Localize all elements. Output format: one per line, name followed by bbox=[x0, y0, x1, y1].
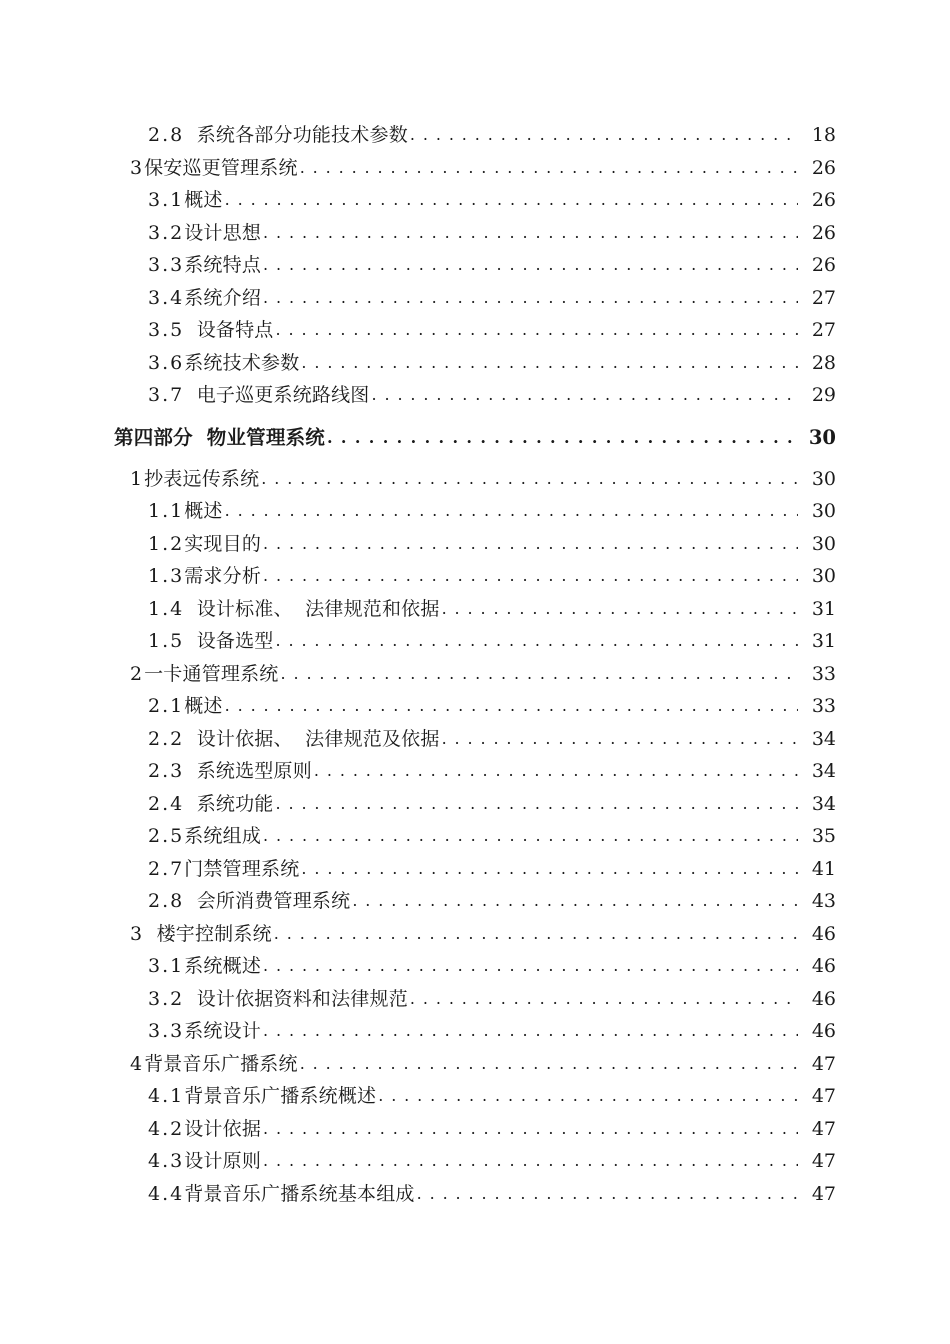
toc-entry-text: 概述 bbox=[184, 189, 223, 211]
toc-entry-text: 设计原则 bbox=[184, 1150, 262, 1172]
toc-entry-number: 2.7 bbox=[148, 857, 185, 880]
toc-page-number: 34 bbox=[811, 792, 836, 815]
toc-entry[interactable] bbox=[0, 379, 950, 412]
toc-entry-title bbox=[148, 1080, 376, 1113]
toc-page-number: 26 bbox=[811, 189, 836, 211]
toc-page-number: 47 bbox=[811, 1182, 836, 1205]
toc-dot-leader bbox=[263, 1015, 798, 1048]
toc-entry[interactable] bbox=[0, 1080, 950, 1113]
toc-page-number: 35 bbox=[811, 825, 836, 847]
toc-page-number: 47 bbox=[811, 1052, 836, 1075]
toc-entry-title bbox=[148, 1015, 261, 1048]
toc-entry-number: 1.5 bbox=[148, 630, 185, 652]
toc-entry-title bbox=[130, 918, 272, 951]
toc-entry[interactable] bbox=[0, 152, 950, 185]
toc-entry-title bbox=[148, 528, 261, 561]
toc-entry-number: 2.5 bbox=[148, 825, 185, 847]
toc-dot-leader bbox=[263, 1113, 798, 1146]
toc-entry[interactable] bbox=[0, 690, 950, 723]
toc-entry-number: 4.4 bbox=[148, 1182, 185, 1205]
toc-dot-leader bbox=[225, 690, 798, 723]
toc-dot-leader bbox=[263, 950, 798, 983]
toc-entry-number: 2.1 bbox=[148, 695, 185, 717]
toc-entry-text: 设备特点 bbox=[184, 319, 274, 341]
toc-entry[interactable] bbox=[0, 1113, 950, 1146]
toc-entry-number: 3.2 bbox=[148, 221, 185, 244]
toc-entry-title bbox=[148, 983, 408, 1016]
toc-entry-text: 概述 bbox=[184, 500, 223, 522]
toc-page-number: 26 bbox=[811, 156, 836, 179]
toc-page-number: 30 bbox=[808, 425, 836, 449]
toc-dot-leader bbox=[327, 422, 798, 455]
toc-entry[interactable] bbox=[0, 1048, 950, 1081]
toc-page-number: 43 bbox=[811, 890, 836, 912]
toc-entry-title bbox=[148, 560, 261, 593]
table-of-contents bbox=[0, 119, 950, 1210]
toc-entry-number: 2.8 bbox=[148, 890, 185, 912]
toc-entry-title bbox=[148, 1113, 261, 1146]
toc-entry[interactable] bbox=[0, 593, 950, 626]
toc-entry-title bbox=[148, 379, 370, 412]
toc-entry-text: 系统特点 bbox=[184, 254, 262, 276]
toc-dot-leader bbox=[300, 152, 798, 185]
toc-dot-leader bbox=[276, 314, 799, 347]
toc-dot-leader bbox=[263, 217, 798, 250]
toc-entry-title bbox=[148, 788, 274, 821]
toc-dot-leader bbox=[352, 885, 798, 918]
toc-entry-title bbox=[148, 495, 223, 528]
toc-entry-text: 会所消费管理系统 bbox=[184, 890, 351, 912]
toc-entry[interactable] bbox=[0, 658, 950, 691]
toc-entry[interactable] bbox=[0, 788, 950, 821]
toc-entry-number: 4 bbox=[130, 1052, 145, 1075]
toc-entry-title bbox=[148, 1178, 415, 1211]
toc-dot-leader bbox=[274, 918, 798, 951]
toc-dot-leader bbox=[372, 379, 799, 412]
toc-entry-title bbox=[148, 950, 261, 983]
toc-dot-leader bbox=[301, 347, 798, 380]
toc-entry-text: 系统技术参数 bbox=[184, 351, 300, 374]
toc-entry[interactable] bbox=[0, 1015, 950, 1048]
toc-dot-leader bbox=[263, 282, 798, 315]
toc-entry[interactable] bbox=[0, 625, 950, 658]
toc-entry-text: 设计标准、 法律规范和依据 bbox=[184, 597, 440, 620]
toc-page-number: 46 bbox=[811, 1020, 836, 1042]
toc-page-number: 26 bbox=[811, 221, 836, 244]
toc-entry-number: 1.4 bbox=[148, 597, 185, 620]
toc-page-number: 31 bbox=[811, 630, 836, 652]
toc-dot-leader bbox=[261, 463, 798, 496]
toc-entry[interactable] bbox=[0, 918, 950, 951]
toc-entry-text: 设计思想 bbox=[184, 221, 262, 244]
toc-entry-title bbox=[148, 723, 440, 756]
toc-dot-leader bbox=[263, 820, 798, 853]
toc-page-number: 33 bbox=[811, 695, 836, 717]
toc-dot-leader bbox=[314, 755, 798, 788]
toc-page-number: 30 bbox=[811, 467, 836, 490]
toc-entry-text: 系统选型原则 bbox=[184, 760, 312, 782]
toc-entry-title bbox=[148, 119, 408, 152]
toc-entry-title bbox=[130, 658, 279, 691]
toc-entry-text: 系统介绍 bbox=[184, 286, 262, 309]
toc-entry-title bbox=[148, 1145, 261, 1178]
toc-entry-number: 3.2 bbox=[148, 987, 185, 1010]
toc-dot-leader bbox=[263, 560, 798, 593]
toc-page-number: 47 bbox=[811, 1085, 836, 1107]
toc-entry-text: 背景音乐广播系统基本组成 bbox=[184, 1182, 415, 1205]
toc-dot-leader bbox=[301, 853, 798, 886]
toc-page-number: 30 bbox=[811, 500, 836, 522]
toc-entry-number: 4.1 bbox=[148, 1085, 185, 1107]
toc-entry-number: 3 bbox=[130, 156, 145, 179]
toc-dot-leader bbox=[442, 723, 798, 756]
toc-entry[interactable] bbox=[0, 495, 950, 528]
toc-entry-number: 2.3 bbox=[148, 760, 185, 782]
toc-page-number: 46 bbox=[811, 987, 836, 1010]
toc-dot-leader bbox=[263, 249, 798, 282]
toc-dot-leader bbox=[417, 1178, 798, 1211]
toc-entry-title bbox=[148, 853, 299, 886]
toc-entry-title bbox=[148, 217, 261, 250]
toc-entry-title bbox=[130, 463, 259, 496]
toc-page-number: 27 bbox=[811, 286, 836, 309]
toc-entry[interactable] bbox=[0, 528, 950, 561]
toc-entry-text: 背景音乐广播系统概述 bbox=[184, 1085, 377, 1107]
toc-entry-text: 实现目的 bbox=[184, 532, 262, 555]
toc-entry-number: 3.4 bbox=[148, 286, 185, 309]
toc-page-number: 47 bbox=[811, 1150, 836, 1172]
toc-entry-title bbox=[148, 593, 440, 626]
toc-page-number: 30 bbox=[811, 532, 836, 555]
toc-entry[interactable] bbox=[0, 755, 950, 788]
toc-entry-number: 4.3 bbox=[148, 1150, 185, 1172]
toc-page-number: 30 bbox=[811, 565, 836, 587]
toc-page-number: 26 bbox=[811, 254, 836, 276]
toc-entry-number: 1.2 bbox=[148, 532, 185, 555]
toc-entry-title bbox=[148, 690, 223, 723]
toc-entry[interactable] bbox=[0, 820, 950, 853]
toc-page-number: 18 bbox=[811, 124, 836, 146]
toc-entry-title bbox=[130, 1048, 298, 1081]
toc-dot-leader bbox=[378, 1080, 798, 1113]
toc-entry-number: 2.8 bbox=[148, 124, 185, 146]
toc-entry-text: 系统组成 bbox=[184, 825, 262, 847]
toc-entry-text: 设计依据资料和法律规范 bbox=[184, 987, 408, 1010]
toc-entry[interactable] bbox=[0, 347, 950, 380]
toc-dot-leader bbox=[225, 184, 798, 217]
toc-page-number: 46 bbox=[811, 922, 836, 945]
toc-page-number: 27 bbox=[811, 319, 836, 341]
toc-dot-leader bbox=[263, 1145, 798, 1178]
toc-entry-number: 2.4 bbox=[148, 792, 185, 815]
toc-dot-leader bbox=[263, 528, 798, 561]
toc-entry-number: 3.7 bbox=[148, 384, 185, 406]
toc-entry-text: 需求分析 bbox=[184, 565, 262, 587]
toc-entry-text: 设备选型 bbox=[184, 630, 274, 652]
toc-entry-number: 3.5 bbox=[148, 319, 185, 341]
toc-entry-text: 门禁管理系统 bbox=[184, 857, 300, 880]
toc-entry[interactable] bbox=[0, 184, 950, 217]
toc-page-number: 31 bbox=[811, 597, 836, 620]
toc-entry[interactable] bbox=[0, 217, 950, 250]
toc-entry-title bbox=[148, 282, 261, 315]
toc-entry[interactable] bbox=[0, 560, 950, 593]
toc-entry[interactable] bbox=[0, 314, 950, 347]
toc-page-number: 29 bbox=[811, 384, 836, 406]
toc-entry-number: 1 bbox=[130, 467, 145, 490]
toc-entry[interactable] bbox=[0, 463, 950, 496]
toc-page-number: 34 bbox=[811, 760, 836, 782]
toc-entry-title bbox=[148, 184, 223, 217]
toc-entry-number: 3.3 bbox=[148, 1020, 185, 1042]
toc-entry-title bbox=[148, 755, 312, 788]
toc-entry[interactable] bbox=[0, 249, 950, 282]
toc-entry-number: 2.2 bbox=[148, 727, 185, 750]
toc-entry-text: 楼宇控制系统 bbox=[144, 922, 272, 945]
toc-dot-leader bbox=[276, 788, 799, 821]
toc-entry-text: 设计依据、 法律规范及依据 bbox=[184, 727, 440, 750]
toc-dot-leader bbox=[410, 119, 798, 152]
toc-entry-text: 抄表远传系统 bbox=[144, 467, 260, 490]
toc-entry[interactable] bbox=[0, 723, 950, 756]
toc-part-heading[interactable] bbox=[0, 412, 950, 463]
toc-entry-title bbox=[130, 152, 298, 185]
toc-entry-number: 3.1 bbox=[148, 955, 185, 977]
toc-entry[interactable] bbox=[0, 853, 950, 886]
toc-entry[interactable] bbox=[0, 1178, 950, 1211]
toc-entry-title bbox=[148, 249, 261, 282]
toc-entry-number: 3 bbox=[130, 922, 145, 945]
toc-dot-leader bbox=[442, 593, 798, 626]
toc-entry-title bbox=[114, 422, 325, 455]
toc-dot-leader bbox=[300, 1048, 798, 1081]
toc-dot-leader bbox=[225, 495, 798, 528]
toc-dot-leader bbox=[281, 658, 799, 691]
toc-entry-text: 电子巡更系统路线图 bbox=[184, 384, 370, 406]
toc-entry-text: 系统功能 bbox=[184, 792, 274, 815]
toc-entry-number: 2 bbox=[130, 662, 145, 685]
toc-page-number: 41 bbox=[811, 857, 836, 880]
toc-entry-text: 第四部分 物业管理系统 bbox=[114, 425, 325, 449]
toc-entry-number: 3.1 bbox=[148, 189, 185, 211]
toc-entry-text: 系统概述 bbox=[184, 955, 262, 977]
toc-entry-text: 概述 bbox=[184, 695, 223, 717]
toc-entry-text: 设计依据 bbox=[184, 1117, 262, 1140]
toc-page-number: 28 bbox=[811, 351, 836, 374]
toc-entry-title bbox=[148, 314, 274, 347]
toc-entry-title bbox=[148, 347, 299, 380]
toc-entry-text: 一卡通管理系统 bbox=[144, 662, 279, 685]
toc-entry-number: 4.2 bbox=[148, 1117, 185, 1140]
toc-page-number: 33 bbox=[811, 662, 836, 685]
toc-page-number: 46 bbox=[811, 955, 836, 977]
toc-entry-title bbox=[148, 820, 261, 853]
toc-page-number: 34 bbox=[811, 727, 836, 750]
toc-entry-text: 系统设计 bbox=[184, 1020, 262, 1042]
toc-entry-number: 1.3 bbox=[148, 565, 185, 587]
toc-entry-title bbox=[148, 625, 274, 658]
toc-entry[interactable] bbox=[0, 1145, 950, 1178]
toc-entry[interactable] bbox=[0, 885, 950, 918]
toc-entry-number: 1.1 bbox=[148, 500, 185, 522]
toc-entry[interactable] bbox=[0, 119, 950, 152]
toc-entry[interactable] bbox=[0, 950, 950, 983]
toc-entry[interactable] bbox=[0, 983, 950, 1016]
toc-entry-title bbox=[148, 885, 350, 918]
toc-dot-leader bbox=[276, 625, 799, 658]
toc-entry-number: 3.3 bbox=[148, 254, 185, 276]
toc-entry[interactable] bbox=[0, 282, 950, 315]
toc-dot-leader bbox=[410, 983, 798, 1016]
toc-entry-number: 3.6 bbox=[148, 351, 185, 374]
toc-page-number: 47 bbox=[811, 1117, 836, 1140]
toc-entry-text: 背景音乐广播系统 bbox=[144, 1052, 298, 1075]
toc-entry-text: 保安巡更管理系统 bbox=[144, 156, 298, 179]
toc-entry-text: 系统各部分功能技术参数 bbox=[184, 124, 408, 146]
